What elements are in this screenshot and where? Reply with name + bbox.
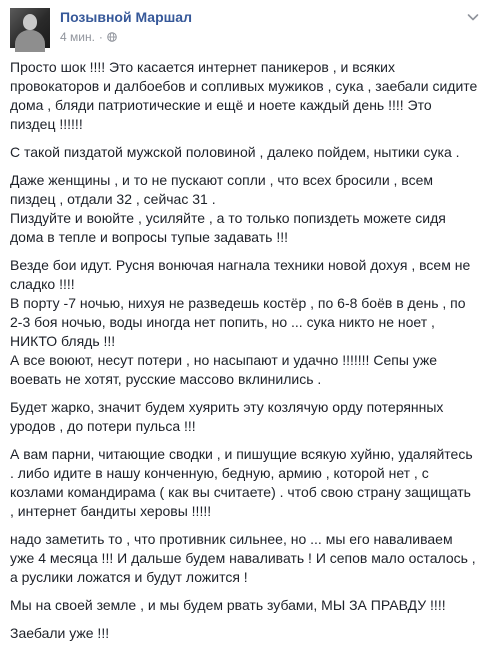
avatar-head (23, 14, 37, 30)
author-name-link[interactable]: Позывной Маршал (60, 9, 192, 25)
post-paragraph: Даже женщины , и то не пускают сопли , что всех бросили , всем пиздец , отдали 32 , сейчас 31 . Пиздуйте и воюйте , усиляйте , а то только попиздеть можете сидя дома в тепле и вопросы тупые задавать !!! (10, 172, 446, 245)
post-paragraph: Заебали уже !!! (10, 625, 110, 641)
post-paragraph: А вам парни, читающие сводки , и пишущие всякую хуйню, удаляйтесь . либо идите в нашу конченную, бедную, армию , которой нет , с козлами командирама ( как вы считаете) . чтоб свою страну защищать , интернет бандиты херовы !!!!! (10, 446, 473, 519)
post-meta (60, 30, 117, 44)
post-paragraph: Везде бои идут. Русня вонючая нагнала техники новой дохуя , всем не сладко !!!! В порту -7 ночью, нихуя не разведешь костёр , по 6-8 боёв в день , по 2-3 боя ночью, воды иногда нет попить, но ... сука никто не ноет , НИКТО блядь !!! А все воюют, несут потери , но насыпают и удачно !!!!!!! Сепы уже воевать не хотят, русские массово вклинились . (10, 257, 471, 387)
post-body (10, 58, 478, 652)
post-paragraph: С такой пиздатой мужской половиной , далеко пойдем, нытики сука . (10, 144, 460, 160)
post-paragraph: надо заметить то , что противник сильнее, но ... мы его наваливаем уже 4 месяца !!! И дальше будем наваливать ! И сепов мало осталось , а руслики ложатся и будут ложится ! (10, 531, 476, 585)
post-paragraph: Будет жарко, значит будем хуярить эту козлячую орду потерянных уродов , до потери пульса !!! (10, 399, 444, 434)
chevron-down-icon[interactable] (466, 10, 480, 24)
meta-separator: · (98, 30, 103, 44)
post-header (10, 8, 482, 50)
globe-icon[interactable] (107, 32, 117, 42)
author-avatar[interactable] (10, 8, 50, 48)
avatar-shoulders (15, 30, 45, 52)
post-paragraph: Мы на своей земле , и мы будем рвать зубами, МЫ ЗА ПРАВДУ !!!! (10, 597, 446, 613)
timestamp-link[interactable]: 4 мин. (60, 30, 95, 44)
post-paragraph: Просто шок !!!! Это касается интернет паникеров , и всяких провокаторов и далбоебов и сопливых мужиков , сука , заебали сидите дома , бляди патриотические и ещё и ноете каждый день !!!! Это пиздец !!!!!! (10, 59, 478, 132)
